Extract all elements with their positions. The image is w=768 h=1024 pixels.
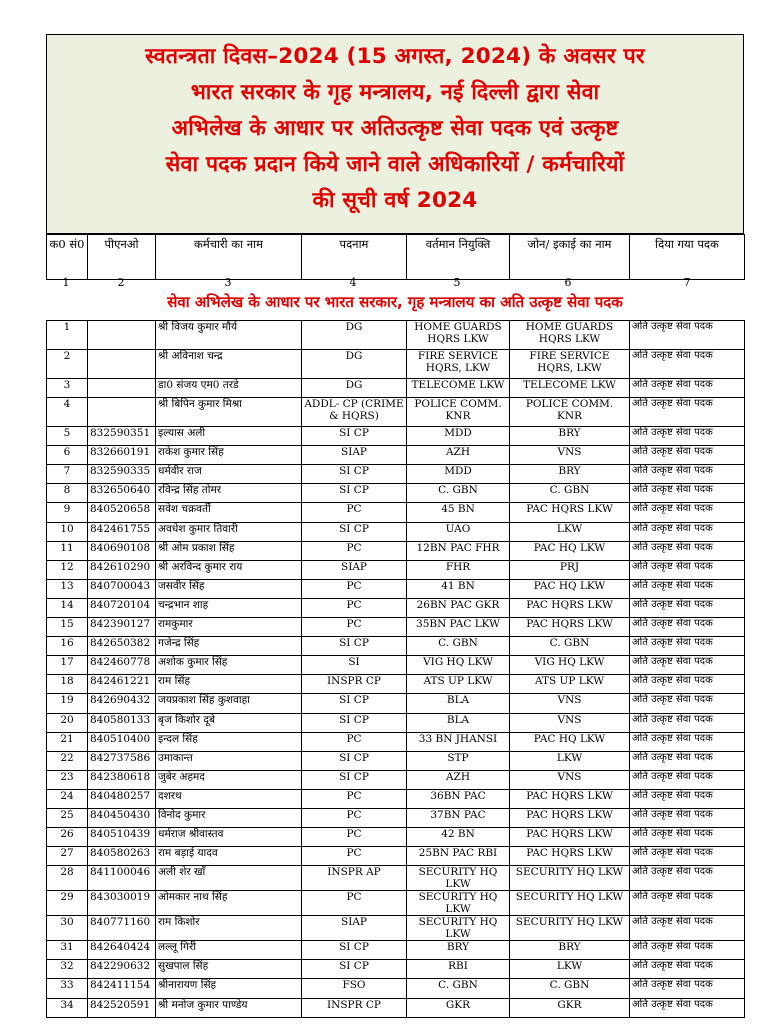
rank-cell: SI CP: [302, 941, 407, 960]
rank-cell: SI CP: [302, 713, 407, 732]
pno-cell: 832590335: [88, 465, 156, 484]
pno-cell: 842411154: [88, 979, 156, 998]
posting-cell: 36BN PAC: [407, 789, 510, 808]
posting-cell: MDD: [407, 427, 510, 446]
medal-cell: अति उत्कृष्ट सेवा पदक: [630, 979, 745, 998]
posting-cell: TELECOME LKW: [407, 379, 510, 398]
title-line-3: अभिलेख के आधार पर अतिउत्कृष्ट सेवा पदक एवं उत्कृष्ट: [171, 116, 619, 141]
serial-cell: 10: [47, 522, 88, 541]
zone-cell: PRJ: [510, 560, 630, 579]
table-row: [47, 694, 745, 713]
table-row: [47, 808, 745, 827]
rank-cell: PC: [302, 579, 407, 598]
serial-cell: 19: [47, 694, 88, 713]
column-number: 2: [117, 276, 125, 289]
rank-cell: INSPR CP: [302, 675, 407, 694]
pno-cell: 840700043: [88, 579, 156, 598]
posting-cell: SECURITY HQ LKW: [407, 891, 510, 916]
serial-cell: 12: [47, 560, 88, 579]
name-cell: इल्यास अली: [156, 427, 302, 446]
pno-cell: 840580133: [88, 713, 156, 732]
posting-cell: 25BN PAC RBI: [407, 847, 510, 866]
medal-cell: अति उत्कृष्ट सेवा पदक: [630, 770, 745, 789]
rank-cell: SI CP: [302, 465, 407, 484]
rank-cell: INSPR CP: [302, 998, 407, 1017]
rank-cell: SI CP: [302, 751, 407, 770]
zone-cell: LKW: [510, 522, 630, 541]
rank-cell: SIAP: [302, 916, 407, 941]
rank-cell: SIAP: [302, 446, 407, 465]
zone-cell: BRY: [510, 427, 630, 446]
medal-cell: अति उत्कृष्ट सेवा पदक: [630, 427, 745, 446]
table-row: [47, 350, 745, 379]
name-cell: गजेन्द्र सिंह: [156, 637, 302, 656]
serial-cell: 7: [47, 465, 88, 484]
table-row: [47, 979, 745, 998]
serial-cell: 8: [47, 484, 88, 503]
rank-cell: SI CP: [302, 427, 407, 446]
zone-cell: VIG HQ LKW: [510, 656, 630, 675]
header-medal: दिया गया पदक: [630, 235, 745, 280]
table-row: [47, 503, 745, 522]
name-cell: श्रीनारायण सिंह: [156, 979, 302, 998]
zone-cell: PAC HQRS LKW: [510, 598, 630, 617]
posting-cell: BLA: [407, 694, 510, 713]
rank-cell: DG: [302, 379, 407, 398]
table-row: [47, 998, 745, 1017]
rank-cell: PC: [302, 598, 407, 617]
name-cell: डा0 संजय एम0 तरडे: [156, 379, 302, 398]
medal-cell: अति उत्कृष्ट सेवा पदक: [630, 847, 745, 866]
serial-cell: 13: [47, 579, 88, 598]
pno-cell: 842650382: [88, 637, 156, 656]
rank-cell: SI CP: [302, 637, 407, 656]
serial-cell: 24: [47, 789, 88, 808]
pno-cell: 840771160: [88, 916, 156, 941]
rank-cell: ADDL- CP (CRIME & HQRS): [302, 398, 407, 427]
serial-cell: 18: [47, 675, 88, 694]
zone-cell: PAC HQRS LKW: [510, 789, 630, 808]
name-cell: जसवीर सिंह: [156, 579, 302, 598]
name-cell: धर्मराज श्रीवास्तव: [156, 828, 302, 847]
zone-cell: ATS UP LKW: [510, 675, 630, 694]
medal-cell: अति उत्कृष्ट सेवा पदक: [630, 891, 745, 916]
zone-cell: VNS: [510, 770, 630, 789]
table-row: [47, 379, 745, 398]
serial-cell: 28: [47, 866, 88, 891]
table-row: [47, 541, 745, 560]
table-row: [47, 732, 745, 751]
pno-cell: 843030019: [88, 891, 156, 916]
zone-cell: TELECOME LKW: [510, 379, 630, 398]
pno-cell: [88, 379, 156, 398]
table-row: [47, 598, 745, 617]
rank-cell: PC: [302, 828, 407, 847]
name-cell: जयप्रकाश सिंह कुशवाहा: [156, 694, 302, 713]
serial-cell: 21: [47, 732, 88, 751]
table-row: [47, 960, 745, 979]
posting-cell: ATS UP LKW: [407, 675, 510, 694]
zone-cell: PAC HQRS LKW: [510, 503, 630, 522]
rank-cell: PC: [302, 808, 407, 827]
zone-cell: PAC HQ LKW: [510, 541, 630, 560]
name-cell: दशरथ: [156, 789, 302, 808]
name-cell: सुखपाल सिंह: [156, 960, 302, 979]
posting-cell: C. GBN: [407, 979, 510, 998]
pno-cell: 842610290: [88, 560, 156, 579]
posting-cell: C. GBN: [407, 484, 510, 503]
zone-cell: PAC HQRS LKW: [510, 618, 630, 637]
medal-cell: अति उत्कृष्ट सेवा पदक: [630, 789, 745, 808]
header-zone: जोन/ इकाई का नाम: [510, 235, 630, 280]
zone-cell: PAC HQ LKW: [510, 579, 630, 598]
serial-cell: 14: [47, 598, 88, 617]
table-row: [47, 941, 745, 960]
zone-cell: C. GBN: [510, 484, 630, 503]
table-row: [47, 321, 745, 350]
rank-cell: PC: [302, 789, 407, 808]
title-line-5: की सूची वर्ष 2024: [312, 188, 478, 213]
serial-cell: 11: [47, 541, 88, 560]
zone-cell: BRY: [510, 941, 630, 960]
column-number: 3: [224, 276, 232, 289]
column-number: 4: [349, 276, 357, 289]
serial-cell: 30: [47, 916, 88, 941]
name-cell: रामकुमार: [156, 618, 302, 637]
rank-cell: DG: [302, 321, 407, 350]
name-cell: राम किशोर: [156, 916, 302, 941]
zone-cell: C. GBN: [510, 637, 630, 656]
posting-cell: 41 BN: [407, 579, 510, 598]
posting-cell: 37BN PAC: [407, 808, 510, 827]
rank-cell: PC: [302, 618, 407, 637]
rank-cell: PC: [302, 891, 407, 916]
name-cell: श्री अरविन्द कुमार राय: [156, 560, 302, 579]
zone-cell: PAC HQ LKW: [510, 732, 630, 751]
posting-cell: POLICE COMM. KNR: [407, 398, 510, 427]
medal-cell: अति उत्कृष्ट सेवा पदक: [630, 637, 745, 656]
zone-cell: SECURITY HQ LKW: [510, 866, 630, 891]
header-row: [47, 235, 745, 280]
pno-cell: 842461755: [88, 522, 156, 541]
pno-cell: [88, 321, 156, 350]
header-serial: क0 सं0: [47, 235, 88, 280]
posting-cell: SECURITY HQ LKW: [407, 916, 510, 941]
zone-cell: LKW: [510, 960, 630, 979]
posting-cell: BRY: [407, 941, 510, 960]
header-name: कर्मचारी का नाम: [156, 235, 302, 280]
rank-cell: DG: [302, 350, 407, 379]
table-row: [47, 398, 745, 427]
table-row: [47, 637, 745, 656]
pno-cell: 842461221: [88, 675, 156, 694]
medal-cell: अति उत्कृष्ट सेवा पदक: [630, 579, 745, 598]
medal-cell: अति उत्कृष्ट सेवा पदक: [630, 828, 745, 847]
serial-cell: 23: [47, 770, 88, 789]
zone-cell: GKR: [510, 998, 630, 1017]
medal-cell: अति उत्कृष्ट सेवा पदक: [630, 560, 745, 579]
medal-cell: अति उत्कृष्ट सेवा पदक: [630, 732, 745, 751]
serial-cell: 1: [47, 321, 88, 350]
zone-cell: C. GBN: [510, 979, 630, 998]
pno-cell: [88, 350, 156, 379]
rank-cell: SI CP: [302, 484, 407, 503]
serial-cell: 9: [47, 503, 88, 522]
zone-cell: VNS: [510, 713, 630, 732]
column-number: 1: [62, 276, 70, 289]
pno-cell: 840720104: [88, 598, 156, 617]
pno-cell: 842290632: [88, 960, 156, 979]
section-title: सेवा अभिलेख के आधार पर भारत सरकार, गृह मन्त्रालय का अति उत्कृष्ट सेवा पदक: [167, 293, 623, 311]
medal-cell: अति उत्कृष्ट सेवा पदक: [630, 713, 745, 732]
header-pno: पीएनओ: [88, 235, 156, 280]
posting-cell: FHR: [407, 560, 510, 579]
serial-cell: 6: [47, 446, 88, 465]
serial-cell: 2: [47, 350, 88, 379]
name-cell: विनोद कुमार: [156, 808, 302, 827]
name-cell: लल्लू गिरी: [156, 941, 302, 960]
medal-cell: अति उत्कृष्ट सेवा पदक: [630, 808, 745, 827]
medal-cell: अति उत्कृष्ट सेवा पदक: [630, 675, 745, 694]
pno-cell: 842737586: [88, 751, 156, 770]
pno-cell: 832590351: [88, 427, 156, 446]
rank-cell: SI: [302, 656, 407, 675]
posting-cell: STP: [407, 751, 510, 770]
serial-cell: 3: [47, 379, 88, 398]
pno-cell: 832660191: [88, 446, 156, 465]
pno-cell: 842460778: [88, 656, 156, 675]
zone-cell: PAC HQRS LKW: [510, 828, 630, 847]
name-cell: ओमकार नाथ सिंह: [156, 891, 302, 916]
table-row: [47, 751, 745, 770]
rank-cell: SIAP: [302, 560, 407, 579]
posting-cell: 26BN PAC GKR: [407, 598, 510, 617]
table-row: [47, 828, 745, 847]
serial-cell: 33: [47, 979, 88, 998]
pno-cell: 840690108: [88, 541, 156, 560]
table-row: [47, 866, 745, 891]
document-title-box: [46, 34, 744, 234]
posting-cell: 35BN PAC LKW: [407, 618, 510, 637]
posting-cell: C. GBN: [407, 637, 510, 656]
medal-cell: अति उत्कृष्ट सेवा पदक: [630, 398, 745, 427]
posting-cell: VIG HQ LKW: [407, 656, 510, 675]
pno-cell: [88, 398, 156, 427]
name-cell: राम सिंह: [156, 675, 302, 694]
serial-cell: 32: [47, 960, 88, 979]
posting-cell: HOME GUARDS HQRS LKW: [407, 321, 510, 350]
title-line-4: सेवा पदक प्रदान किये जाने वाले अधिकारियों / कर्मचारियों: [165, 152, 625, 177]
name-cell: अली शेर खाँ: [156, 866, 302, 891]
serial-cell: 17: [47, 656, 88, 675]
rank-cell: PC: [302, 541, 407, 560]
posting-cell: UAO: [407, 522, 510, 541]
medal-cell: अति उत्कृष्ट सेवा पदक: [630, 941, 745, 960]
serial-cell: 29: [47, 891, 88, 916]
name-cell: श्री ओम प्रकाश सिंह: [156, 541, 302, 560]
rank-cell: SI CP: [302, 960, 407, 979]
medal-cell: अति उत्कृष्ट सेवा पदक: [630, 379, 745, 398]
name-cell: श्री विजय कुमार मौर्य: [156, 321, 302, 350]
medal-cell: अति उत्कृष्ट सेवा पदक: [630, 618, 745, 637]
zone-cell: SECURITY HQ LKW: [510, 891, 630, 916]
table-row: [47, 446, 745, 465]
zone-cell: PAC HQRS LKW: [510, 847, 630, 866]
name-cell: बृज किशोर दूबे: [156, 713, 302, 732]
title-line-1: स्वतन्त्रता दिवस–2024 (15 अगस्त, 2024) के अवसर पर: [145, 44, 645, 69]
rank-cell: PC: [302, 847, 407, 866]
rank-cell: SI CP: [302, 770, 407, 789]
table-row: [47, 484, 745, 503]
pno-cell: 832650640: [88, 484, 156, 503]
zone-cell: BRY: [510, 465, 630, 484]
table-row: [47, 656, 745, 675]
pno-cell: 842380618: [88, 770, 156, 789]
header-posting: वर्तमान नियुक्ति: [407, 235, 510, 280]
posting-cell: AZH: [407, 446, 510, 465]
zone-cell: POLICE COMM. KNR: [510, 398, 630, 427]
name-cell: राम बड़ाई यादव: [156, 847, 302, 866]
rank-cell: PC: [302, 732, 407, 751]
zone-cell: VNS: [510, 694, 630, 713]
name-cell: अशोक कुमार सिंह: [156, 656, 302, 675]
medal-cell: अति उत्कृष्ट सेवा पदक: [630, 465, 745, 484]
zone-cell: LKW: [510, 751, 630, 770]
pno-cell: 840510439: [88, 828, 156, 847]
pno-cell: 842640424: [88, 941, 156, 960]
medal-cell: अति उत्कृष्ट सेवा पदक: [630, 916, 745, 941]
name-cell: श्री बिपिन कुमार मिश्रा: [156, 398, 302, 427]
posting-cell: FIRE SERVICE HQRS, LKW: [407, 350, 510, 379]
title-line-2: भारत सरकार के गृह मन्त्रालय, नई दिल्ली द्वारा सेवा: [190, 80, 600, 105]
posting-cell: AZH: [407, 770, 510, 789]
zone-cell: PAC HQRS LKW: [510, 808, 630, 827]
name-cell: उमाकान्त: [156, 751, 302, 770]
serial-cell: 16: [47, 637, 88, 656]
serial-cell: 31: [47, 941, 88, 960]
awardee-table: [46, 320, 745, 1018]
serial-cell: 27: [47, 847, 88, 866]
medal-cell: अति उत्कृष्ट सेवा पदक: [630, 446, 745, 465]
serial-cell: 5: [47, 427, 88, 446]
table-row: [47, 916, 745, 941]
name-cell: श्री मनोज कुमार पाण्डेय: [156, 998, 302, 1017]
medal-cell: अति उत्कृष्ट सेवा पदक: [630, 484, 745, 503]
posting-cell: 12BN PAC FHR: [407, 541, 510, 560]
medal-cell: अति उत्कृष्ट सेवा पदक: [630, 694, 745, 713]
medal-cell: अति उत्कृष्ट सेवा पदक: [630, 503, 745, 522]
rank-cell: PC: [302, 503, 407, 522]
pno-cell: 842690432: [88, 694, 156, 713]
column-header-table: [46, 234, 745, 280]
posting-cell: GKR: [407, 998, 510, 1017]
table-row: [47, 789, 745, 808]
column-number: 7: [683, 276, 691, 289]
column-number: 5: [453, 276, 461, 289]
medal-cell: अति उत्कृष्ट सेवा पदक: [630, 321, 745, 350]
serial-cell: 26: [47, 828, 88, 847]
zone-cell: SECURITY HQ LKW: [510, 916, 630, 941]
pno-cell: 840580263: [88, 847, 156, 866]
posting-cell: RBI: [407, 960, 510, 979]
posting-cell: BLA: [407, 713, 510, 732]
name-cell: श्री अविनाश चन्द्र: [156, 350, 302, 379]
name-cell: अवधेश कुमार तिवारी: [156, 522, 302, 541]
rank-cell: INSPR AP: [302, 866, 407, 891]
serial-cell: 22: [47, 751, 88, 770]
medal-cell: अति उत्कृष्ट सेवा पदक: [630, 866, 745, 891]
zone-cell: VNS: [510, 446, 630, 465]
serial-cell: 15: [47, 618, 88, 637]
header-rank: पदनाम: [302, 235, 407, 280]
pno-cell: 840480257: [88, 789, 156, 808]
table-row: [47, 427, 745, 446]
serial-cell: 4: [47, 398, 88, 427]
table-row: [47, 465, 745, 484]
name-cell: चन्द्रभान शाह: [156, 598, 302, 617]
table-row: [47, 713, 745, 732]
serial-cell: 34: [47, 998, 88, 1017]
table-row: [47, 675, 745, 694]
medal-cell: अति उत्कृष्ट सेवा पदक: [630, 598, 745, 617]
serial-cell: 20: [47, 713, 88, 732]
posting-cell: 33 BN JHANSI: [407, 732, 510, 751]
zone-cell: HOME GUARDS HQRS LKW: [510, 321, 630, 350]
table-row: [47, 847, 745, 866]
name-cell: इन्दल सिंह: [156, 732, 302, 751]
table-row: [47, 579, 745, 598]
posting-cell: SECURITY HQ LKW: [407, 866, 510, 891]
pno-cell: 841100046: [88, 866, 156, 891]
name-cell: जुबेर अहमद: [156, 770, 302, 789]
medal-cell: अति उत्कृष्ट सेवा पदक: [630, 656, 745, 675]
pno-cell: 840520658: [88, 503, 156, 522]
rank-cell: SI CP: [302, 522, 407, 541]
zone-cell: FIRE SERVICE HQRS, LKW: [510, 350, 630, 379]
table-row: [47, 618, 745, 637]
pno-cell: 840510400: [88, 732, 156, 751]
column-number: 6: [564, 276, 572, 289]
medal-cell: अति उत्कृष्ट सेवा पदक: [630, 350, 745, 379]
medal-cell: अति उत्कृष्ट सेवा पदक: [630, 541, 745, 560]
rank-cell: SI CP: [302, 694, 407, 713]
column-number-row: [46, 276, 744, 290]
table-row: [47, 770, 745, 789]
medal-cell: अति उत्कृष्ट सेवा पदक: [630, 522, 745, 541]
posting-cell: 45 BN: [407, 503, 510, 522]
medal-cell: अति उत्कृष्ट सेवा पदक: [630, 960, 745, 979]
name-cell: धर्मवीर राज: [156, 465, 302, 484]
posting-cell: MDD: [407, 465, 510, 484]
pno-cell: 840450430: [88, 808, 156, 827]
name-cell: रविन्द्र सिंह तोमर: [156, 484, 302, 503]
medal-cell: अति उत्कृष्ट सेवा पदक: [630, 751, 745, 770]
name-cell: राकेश कुमार सिंह: [156, 446, 302, 465]
posting-cell: 42 BN: [407, 828, 510, 847]
rank-cell: FSO: [302, 979, 407, 998]
table-row: [47, 891, 745, 916]
table-row: [47, 560, 745, 579]
table-row: [47, 522, 745, 541]
name-cell: सवेश चक्रवर्ती: [156, 503, 302, 522]
medal-cell: अति उत्कृष्ट सेवा पदक: [630, 998, 745, 1017]
serial-cell: 25: [47, 808, 88, 827]
pno-cell: 842520591: [88, 998, 156, 1017]
pno-cell: 842390127: [88, 618, 156, 637]
